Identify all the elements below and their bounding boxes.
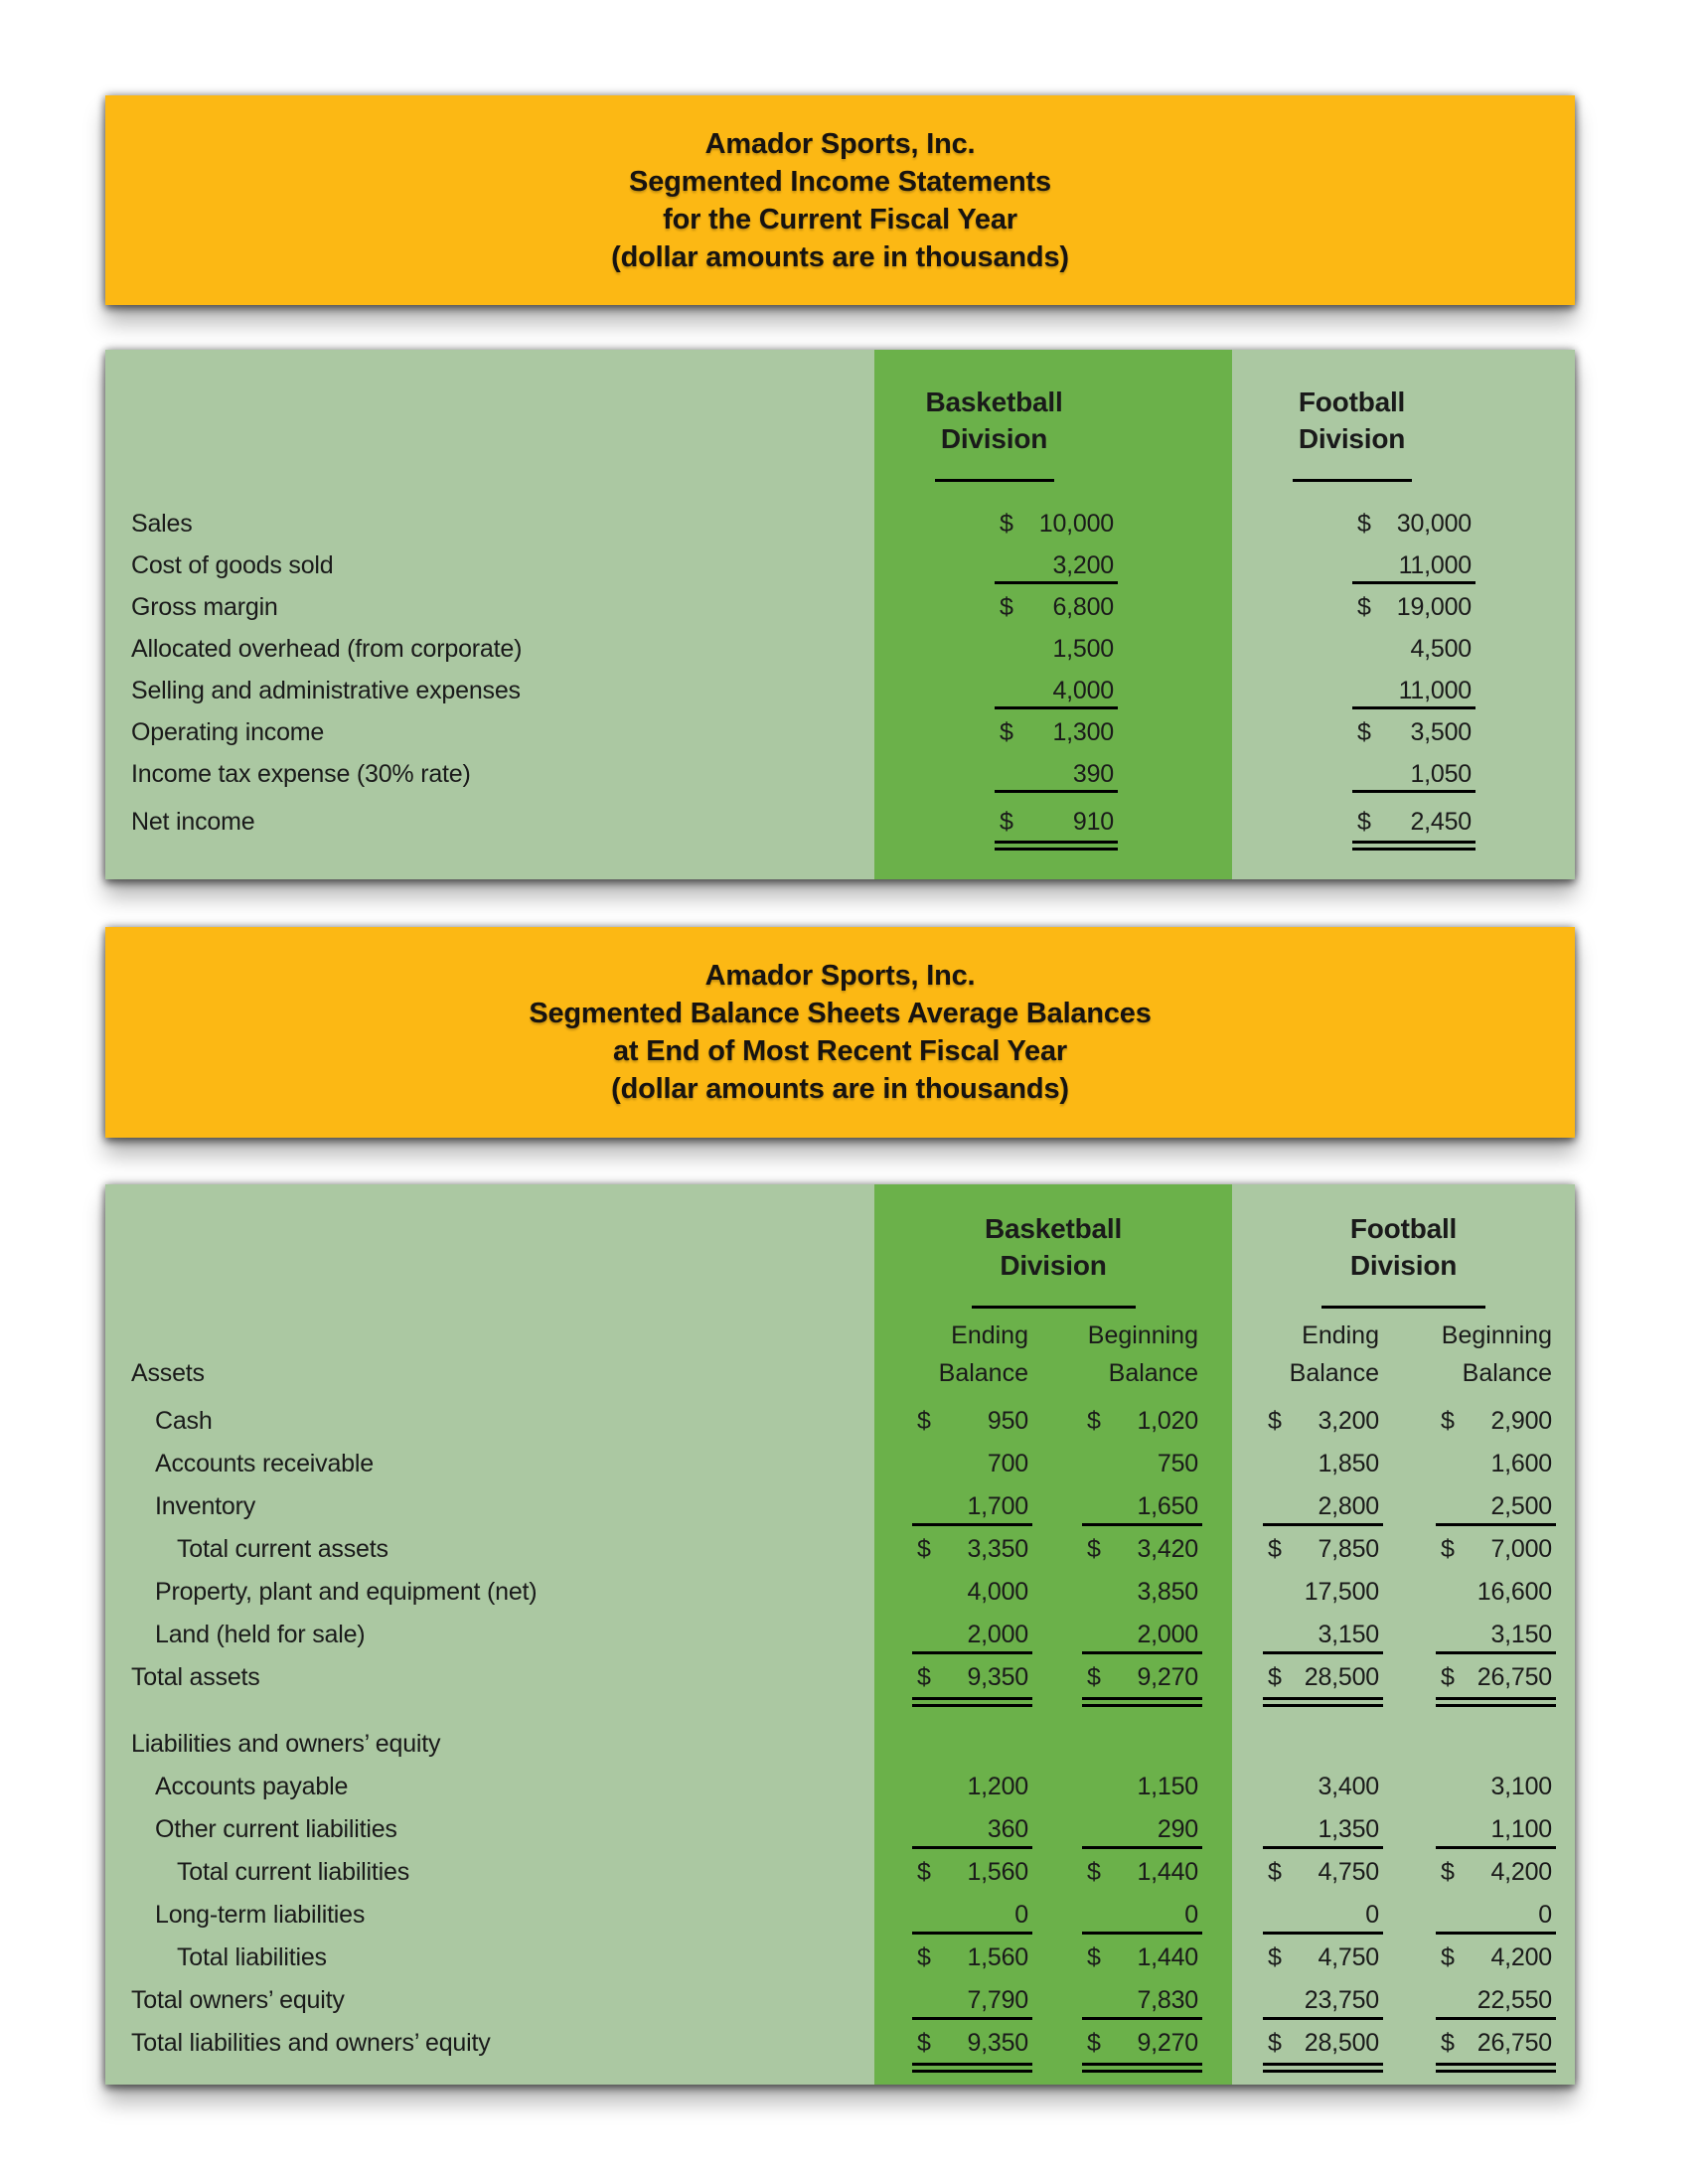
income-row-operating-income <box>105 711 1575 753</box>
banner-line-period: for the Current Fiscal Year <box>663 203 1017 235</box>
division-name-line: Basketball <box>984 1213 1123 1244</box>
section-label-assets: Assets <box>131 1359 205 1387</box>
balance-row-long-term-liabilities: Long-term liabilities 0 0 0 0 <box>105 1894 1575 1937</box>
division-name-line: Football <box>1349 1213 1458 1244</box>
balance-rows <box>105 1400 1575 2065</box>
balance-row-total-current-assets: Total current assets $ 3,350 $ 3,420 $ 7,850 $ 7,000 <box>105 1528 1575 1571</box>
row-label: Property, plant and equipment (net) <box>155 1578 538 1606</box>
amount: 910 <box>1072 808 1114 836</box>
row-label: Allocated overhead (from corporate) <box>131 635 523 663</box>
amount: 1,500 <box>1052 635 1114 663</box>
income-row-selling-admin <box>105 670 1575 711</box>
basketball-division-header <box>874 384 1232 489</box>
amount: 1,300 <box>1052 718 1114 746</box>
banner-line-period: at End of Most Recent Fiscal Year <box>612 1035 1067 1067</box>
row-label: Other current liabilities <box>155 1815 397 1843</box>
currency-sign: $ <box>1000 718 1013 746</box>
balance-subheaders <box>105 1309 1575 1392</box>
amount: 11,000 <box>1398 551 1472 579</box>
column-subheader-beginning: Beginning Balance <box>1087 1321 1198 1387</box>
income-statement-table <box>105 350 1575 879</box>
balance-row-total-owners-equity: Total owners’ equity 7,790 7,830 23,750 22,550 <box>105 1979 1575 2022</box>
banner-line-company: Amador Sports, Inc. <box>704 127 976 160</box>
currency-sign: $ <box>1357 718 1371 746</box>
football-division-header <box>1232 1210 1575 1309</box>
header-spacer <box>105 1210 874 1309</box>
balance-row-accounts-payable: Accounts payable 1,200 1,150 3,400 3,100 <box>105 1766 1575 1808</box>
balance-row-total-liabilities: Total liabilities $ 1,560 $ 1,440 $ 4,750 $ 4,200 <box>105 1937 1575 1979</box>
balance-row-total-assets: Total assets $ 9,350 $ 9,270 $ 28,500 $ 26,750 <box>105 1656 1575 1699</box>
balance-row-total-liabilities-and-equity: Total liabilities and owners’ equity $ 9,350 $ 9,270 $ 28,500 $ 26,750 <box>105 2022 1575 2065</box>
balance-row-accounts-receivable: Accounts receivable 700 750 1,850 1,600 <box>105 1443 1575 1485</box>
banner-line-company: Amador Sports, Inc. <box>704 960 976 992</box>
balance-section-liabilities <box>105 1723 1575 1766</box>
column-subheader-ending: Ending Balance <box>938 1321 1028 1387</box>
income-row-net-income <box>105 801 1575 843</box>
row-label: Cash <box>155 1407 213 1435</box>
amount: 6,800 <box>1052 593 1114 621</box>
header-underline <box>1293 479 1412 482</box>
row-label: Income tax expense (30% rate) <box>131 760 471 788</box>
income-row-sales <box>105 503 1575 544</box>
row-label: Sales <box>131 510 193 538</box>
currency-sign: $ <box>1000 593 1013 621</box>
income-row-allocated-overhead <box>105 628 1575 670</box>
amount: 4,000 <box>1052 677 1114 704</box>
division-name-line: Division <box>940 423 1048 454</box>
header-underline <box>1321 1306 1485 1309</box>
row-label: Accounts receivable <box>155 1450 374 1477</box>
amount: 390 <box>1072 760 1114 788</box>
amount: 2,450 <box>1410 808 1472 836</box>
income-row-gross-margin <box>105 586 1575 628</box>
column-subheader-ending: Ending Balance <box>1289 1321 1379 1387</box>
row-label: Total current liabilities <box>177 1858 409 1886</box>
banner-line-units: (dollar amounts are in thousands) <box>611 1073 1069 1105</box>
balance-row-total-current-liabilities: Total current liabilities $ 1,560 $ 1,440 $ 4,750 $ 4,200 <box>105 1851 1575 1894</box>
division-name-line: Division <box>1298 423 1406 454</box>
division-name-line: Football <box>1298 387 1406 417</box>
row-label: Accounts payable <box>155 1773 349 1800</box>
amount: 3,200 <box>1052 551 1114 579</box>
amount: 19,000 <box>1396 593 1472 621</box>
balance-row-land: Land (held for sale) 2,000 2,000 3,150 3,150 <box>105 1614 1575 1656</box>
row-label: Gross margin <box>131 593 278 621</box>
currency-sign: $ <box>1000 808 1013 836</box>
balance-sheet-banner <box>105 927 1575 1138</box>
currency-sign: $ <box>1357 808 1371 836</box>
header-spacer <box>105 384 874 489</box>
balance-row-cash: Cash $ 950 $ 1,020 $ 3,200 $ 2,900 <box>105 1400 1575 1443</box>
row-label: Cost of goods sold <box>131 551 334 579</box>
row-label: Total liabilities <box>177 1943 327 1971</box>
balance-table-header <box>105 1184 1575 1309</box>
currency-sign: $ <box>1357 510 1371 538</box>
header-underline <box>935 479 1054 482</box>
balance-row-other-current-liabilities: Other current liabilities 360 290 1,350 1,100 <box>105 1808 1575 1851</box>
amount: 30,000 <box>1396 510 1472 538</box>
income-row-cogs <box>105 544 1575 586</box>
football-division-header <box>1232 384 1575 489</box>
basketball-division-header <box>874 1210 1232 1309</box>
row-label: Selling and administrative expenses <box>131 677 521 704</box>
section-label: Liabilities and owners’ equity <box>131 1730 441 1758</box>
amount: 1,050 <box>1410 760 1472 788</box>
balance-row-inventory: Inventory 1,700 1,650 2,800 2,500 <box>105 1485 1575 1528</box>
row-label: Operating income <box>131 718 325 746</box>
header-underline <box>972 1306 1136 1309</box>
row-label: Total assets <box>131 1663 260 1691</box>
currency-sign: $ <box>1357 593 1371 621</box>
income-statement-banner <box>105 95 1575 305</box>
banner-line-units: (dollar amounts are in thousands) <box>611 240 1069 273</box>
row-label: Total liabilities and owners’ equity <box>131 2029 491 2057</box>
division-name-line: Division <box>1000 1250 1107 1281</box>
income-rows <box>105 503 1575 843</box>
division-name-line: Division <box>1349 1250 1458 1281</box>
income-row-income-tax <box>105 753 1575 795</box>
row-label: Total owners’ equity <box>131 1986 345 2014</box>
amount: 10,000 <box>1038 510 1114 538</box>
balance-row-ppe: Property, plant and equipment (net) 4,000 3,850 17,500 16,600 <box>105 1571 1575 1614</box>
column-subheader-beginning: Beginning Balance <box>1441 1321 1552 1387</box>
income-table-header <box>105 350 1575 489</box>
row-label: Land (held for sale) <box>155 1621 366 1648</box>
row-label: Long-term liabilities <box>155 1901 366 1929</box>
row-label: Net income <box>131 808 255 836</box>
currency-sign: $ <box>1000 510 1013 538</box>
banner-line-title: Segmented Balance Sheets Average Balances <box>529 998 1152 1029</box>
row-label: Inventory <box>155 1492 256 1520</box>
balance-sheet-table <box>105 1184 1575 2085</box>
division-name-line: Basketball <box>925 387 1063 417</box>
amount: 4,500 <box>1410 635 1472 663</box>
row-label: Total current assets <box>177 1535 388 1563</box>
banner-line-title: Segmented Income Statements <box>629 165 1051 198</box>
amount: 3,500 <box>1410 718 1472 746</box>
amount: 11,000 <box>1398 677 1472 704</box>
